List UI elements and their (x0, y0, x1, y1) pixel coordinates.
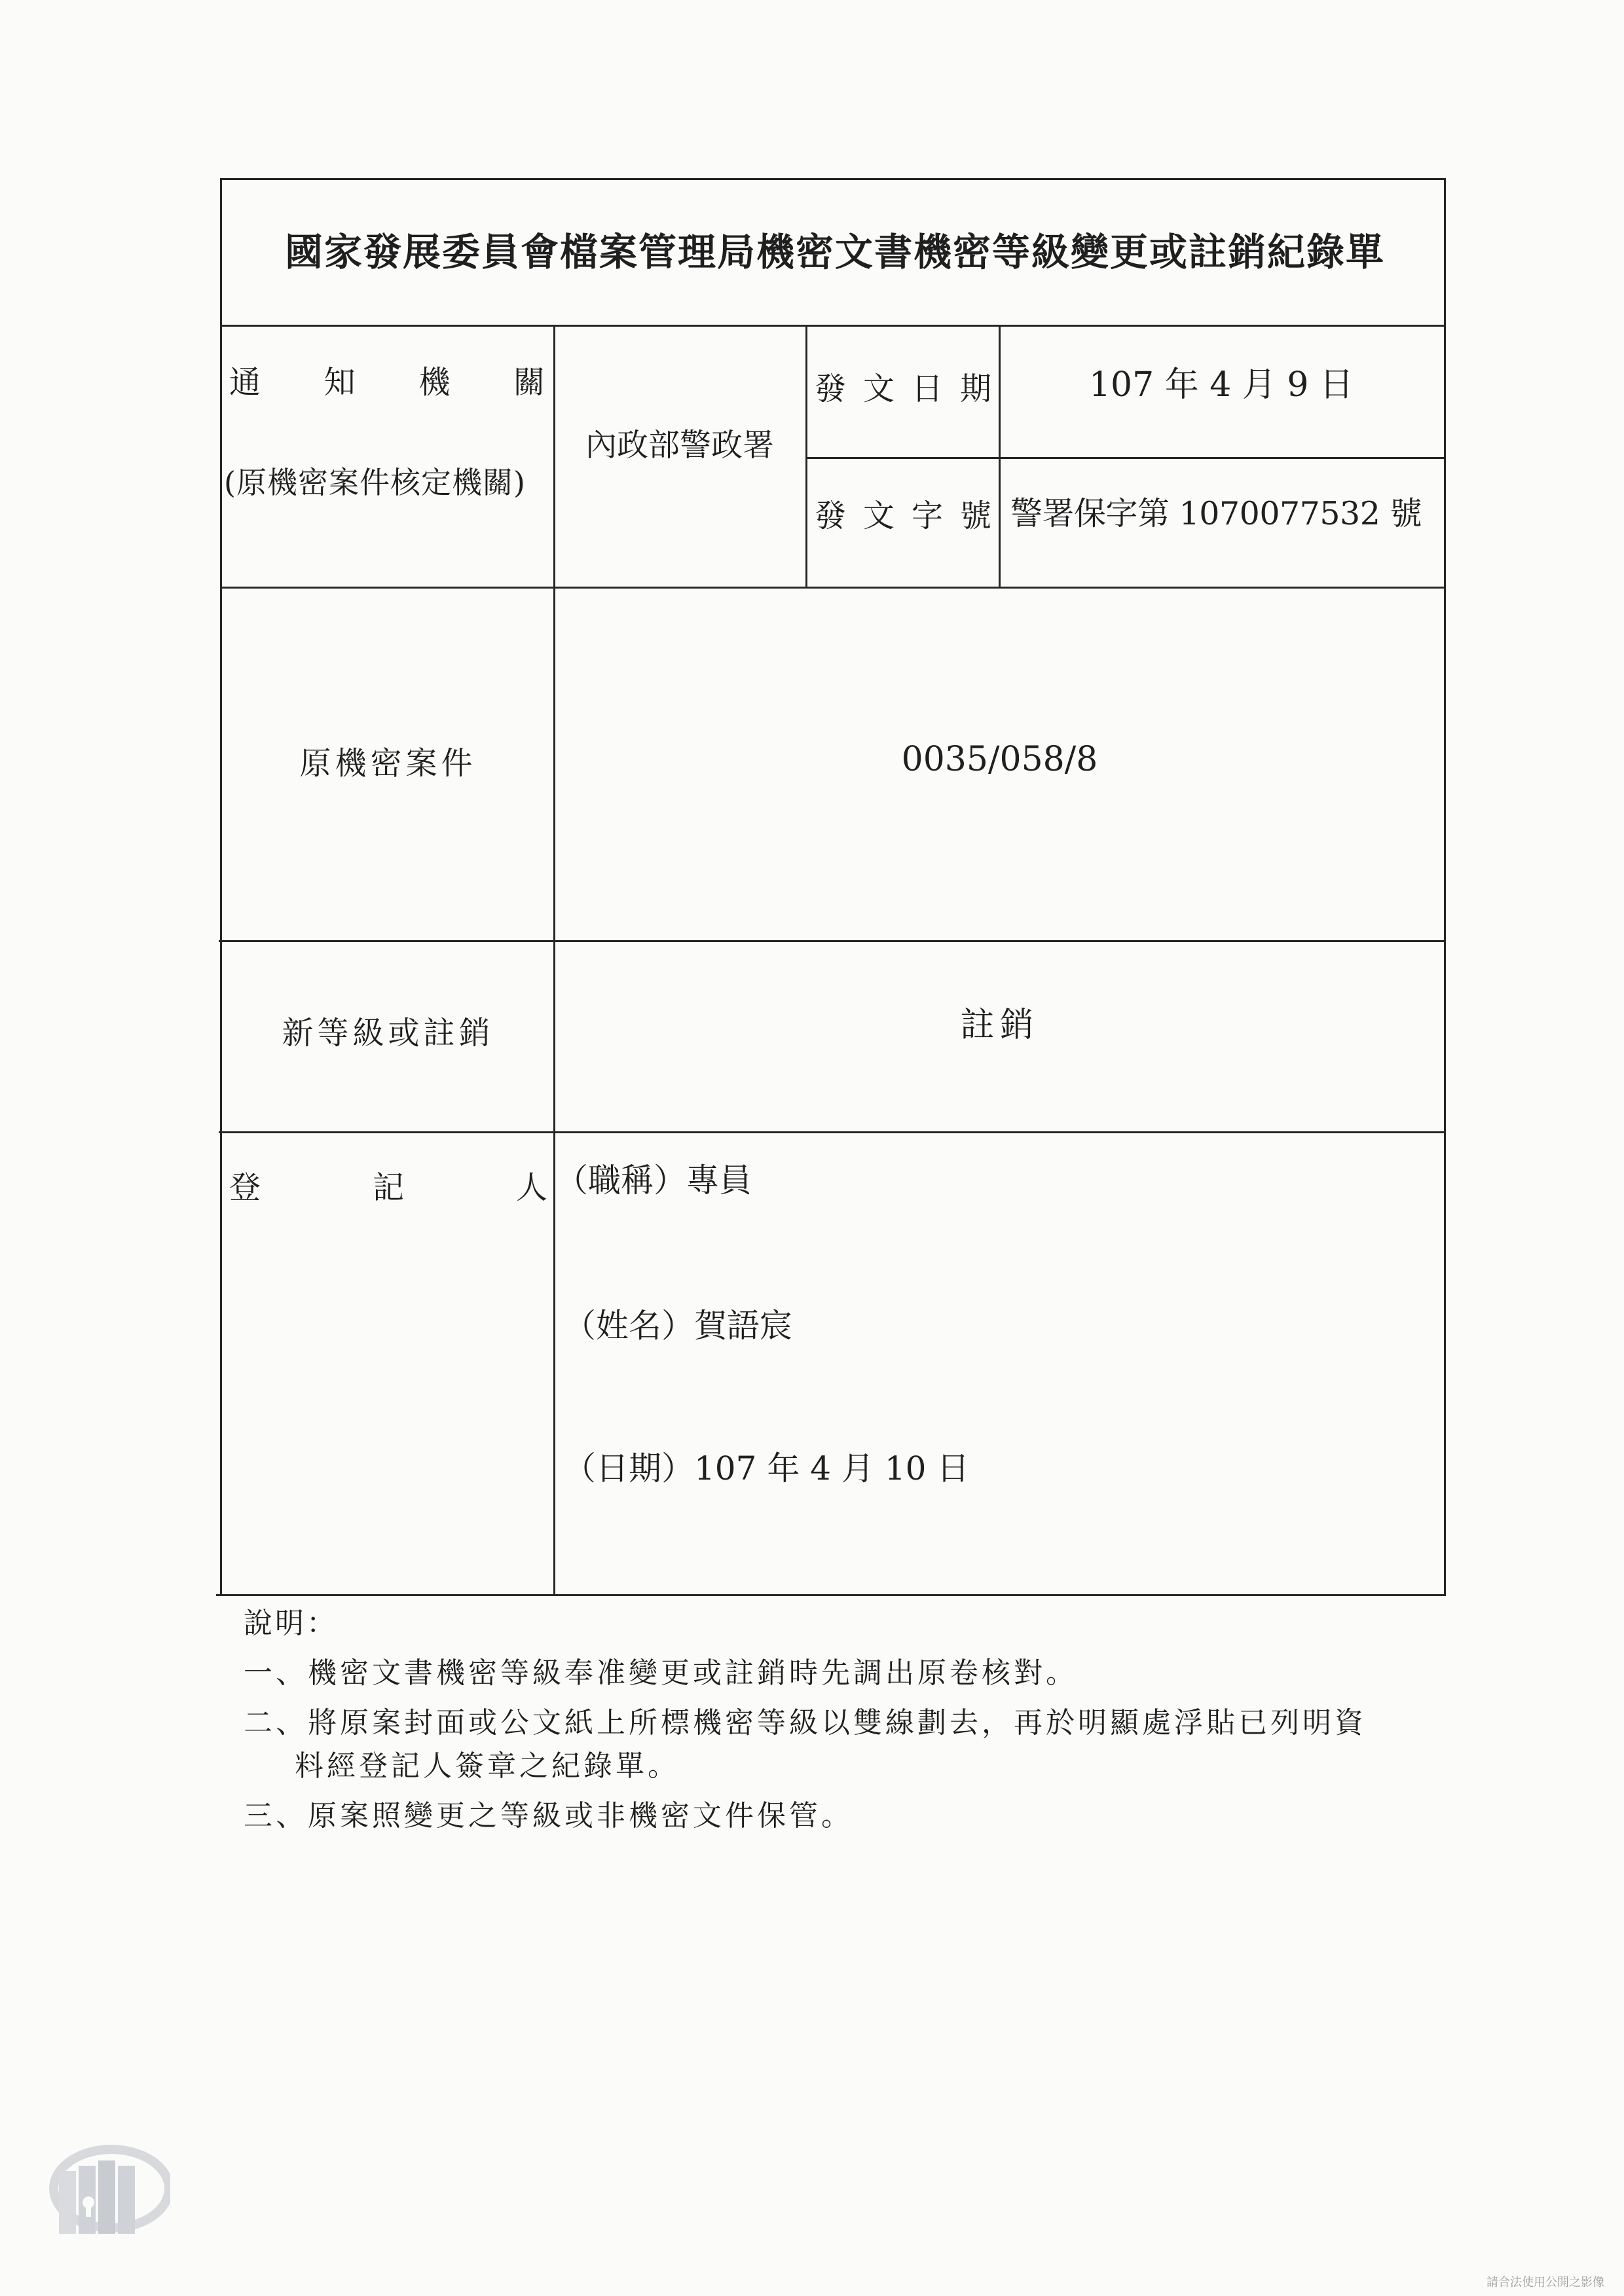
label-char: 知 (323, 364, 356, 401)
issue-number-label (815, 500, 991, 532)
note-item: 二、將原案封面或公文紙上所標機密等級以雙線劃去，再於明顯處浮貼已列明資 (244, 1706, 1367, 1740)
footer-watermark: 請合法使用公開之影像 (1486, 2276, 1604, 2289)
label-char: 日 (911, 371, 943, 407)
table-border-top (221, 178, 1446, 180)
original-case-label: 原機密案件 (299, 745, 477, 782)
table-divider-date (807, 457, 1446, 459)
label-char: 機 (418, 364, 451, 401)
table-border-bottom (216, 1594, 1446, 1596)
registrar-date: （日期）107 年 4 月 10 日 (563, 1449, 970, 1487)
table-border-right (1444, 178, 1446, 1596)
label-char: 通 (229, 364, 261, 401)
archive-logo-icon (39, 2140, 170, 2251)
notifying-agency-sublabel: (原機密案件核定機關) (224, 465, 526, 500)
notifying-agency-value: 內政部警政署 (585, 427, 774, 464)
form-title: 國家發展委員會檔案管理局機密文書機密等級變更或註銷紀錄單 (284, 230, 1385, 274)
table-divider-level (219, 1131, 1446, 1133)
issue-date-label (815, 373, 991, 405)
label-char: 號 (959, 498, 991, 534)
label-char: 登 (229, 1169, 261, 1206)
table-divider-agency (221, 587, 1446, 589)
label-char: 字 (911, 498, 943, 534)
label-char: 發 (815, 498, 847, 534)
notifying-agency-label (229, 364, 545, 401)
label-char: 人 (515, 1169, 547, 1206)
table-divider-label-col (553, 325, 555, 1596)
label-char: 期 (959, 371, 991, 407)
label-char: 發 (815, 371, 847, 407)
new-level-value: 註銷 (960, 1006, 1039, 1045)
table-divider-case (219, 940, 1446, 942)
registrar-label (229, 1169, 547, 1206)
table-divider-title (221, 325, 1446, 327)
registrar-title: （職稱）專員 (555, 1161, 752, 1199)
note-item-continued: 料經登記人簽章之紀錄單。 (295, 1749, 680, 1783)
label-char: 記 (372, 1169, 404, 1206)
label-char: 文 (862, 371, 895, 407)
notes-heading: 說明： (244, 1607, 338, 1640)
label-char: 文 (862, 498, 895, 534)
table-divider-date-label (805, 325, 807, 588)
note-item: 一、機密文書機密等級奉准變更或註銷時先調出原卷核對。 (244, 1656, 1078, 1690)
new-level-label: 新等級或註銷 (282, 1015, 494, 1051)
original-case-value: 0035/058/8 (901, 740, 1098, 779)
label-char: 關 (513, 364, 545, 401)
issue-date-value: 107 年 4 月 9 日 (1088, 365, 1354, 405)
issue-number-value: 警署保字第 1070077532 號 (1010, 495, 1422, 532)
table-divider-date-value (999, 325, 1001, 588)
table-border-left (220, 178, 222, 1596)
note-item: 三、原案照變更之等級或非機密文件保管。 (244, 1799, 853, 1832)
registrar-name: （姓名）賀語宸 (563, 1307, 792, 1345)
